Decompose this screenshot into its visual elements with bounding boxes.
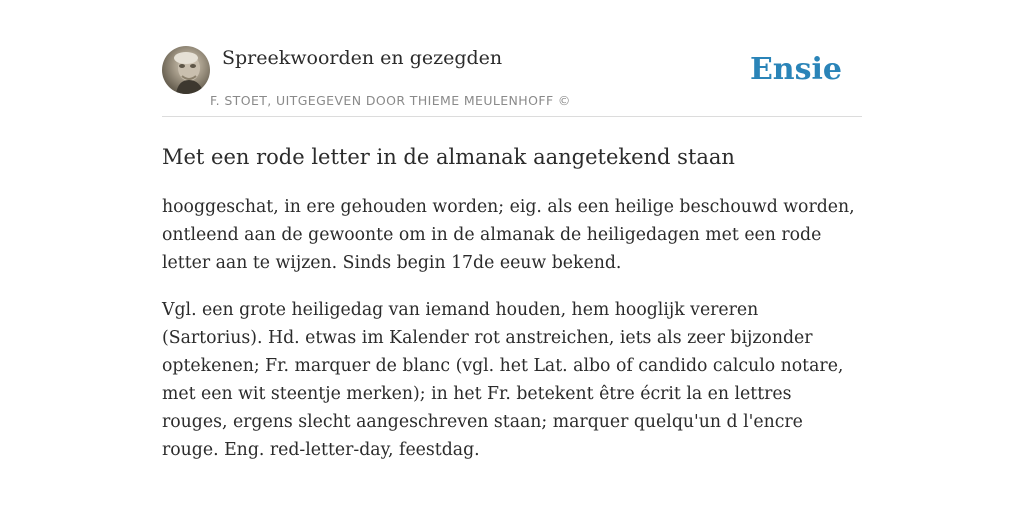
source-title[interactable]: Spreekwoorden en gezegden	[222, 47, 503, 69]
entry-paragraph-comparison: Vgl. een grote heiligedag van iemand houden, hem hooglijk vereren (Sartorius). Hd. etwas im Kalender rot anstreichen, iets als zeer bijzonder optekenen; Fr. marquer de blanc (vgl. het Lat. albo of candido calculo notare, met een wit steentje merken); in het Fr. betekent être écrit la en lettres rouges, ergens slecht aangeschreven staan; marquer quelqu'un d l'encre rouge. Eng. red-letter-day, feestdag.	[162, 300, 844, 460]
source-credit: F. STOET, UITGEGEVEN DOOR THIEME MEULENHOFF ©	[210, 93, 571, 108]
entry-title: Met een rode letter in de almanak aangetekend staan	[162, 145, 735, 169]
entry-card	[162, 46, 862, 464]
portrait-icon	[162, 46, 210, 94]
source-header	[162, 46, 862, 117]
author-avatar[interactable]	[162, 46, 210, 94]
ensie-logo[interactable]: Ensie	[749, 52, 842, 87]
entry-paragraph-definition: hooggeschat, in ere gehouden worden; eig. als een heilige beschouwd worden, ontleend aan de gewoonte om in de almanak de heiligedagen met een rode letter aan te wijzen. Sinds begin 17de eeuw bekend.	[162, 197, 855, 273]
